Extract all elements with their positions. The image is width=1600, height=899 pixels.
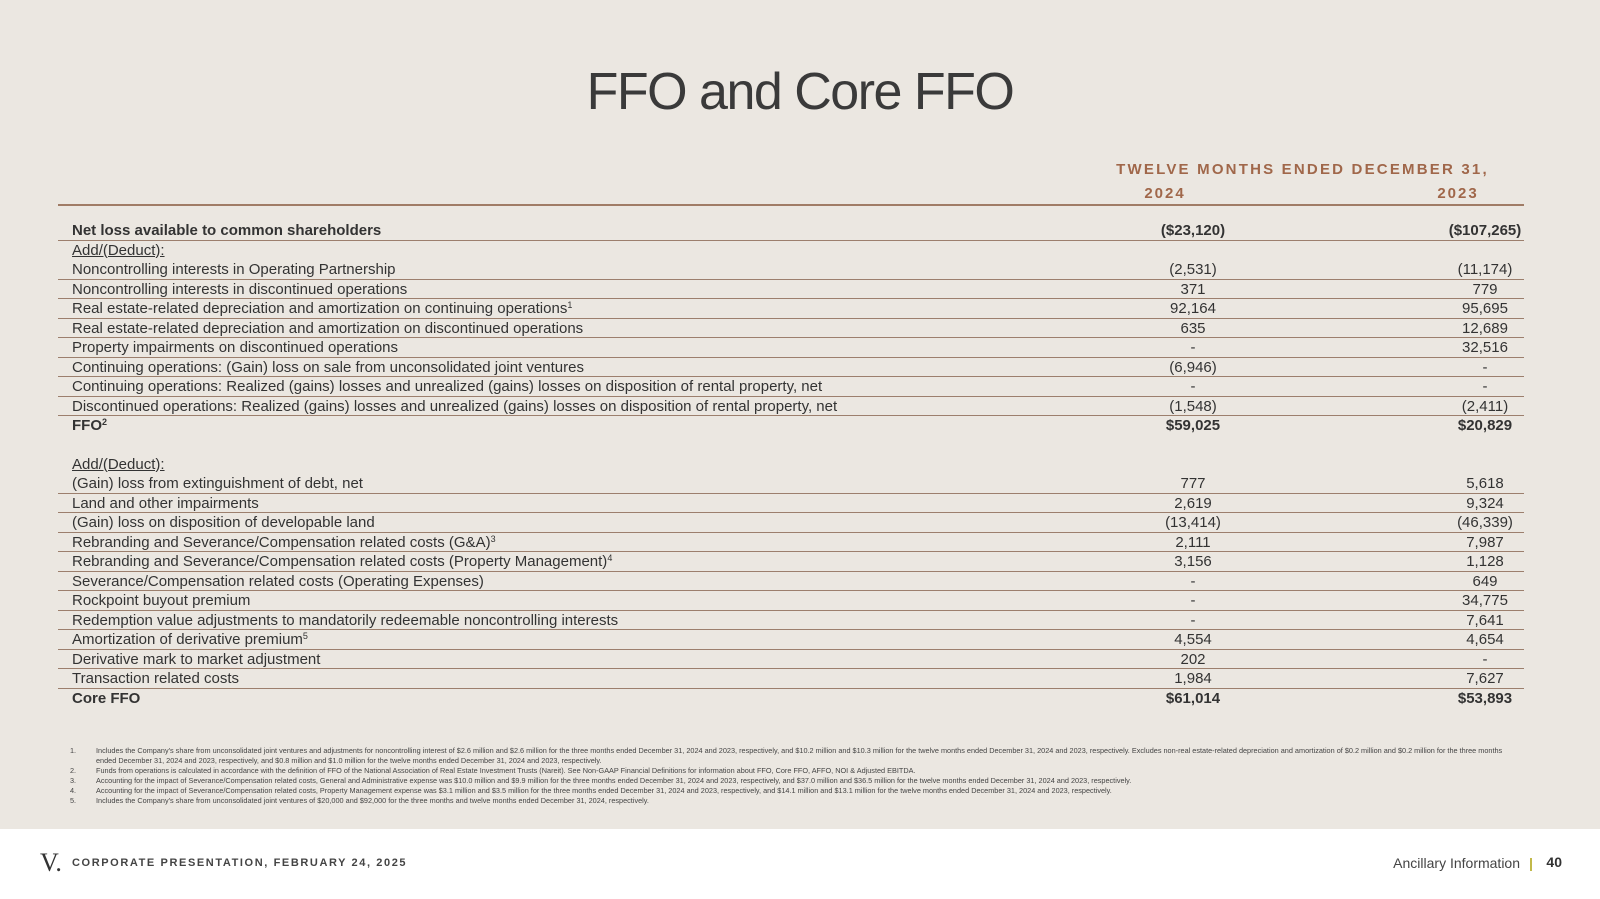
- footnote: [70, 766, 1510, 776]
- value-2023: 5,618: [1466, 475, 1504, 492]
- row-label: [72, 630, 308, 649]
- row-label: [72, 552, 612, 571]
- value-2024: (6,946): [1169, 358, 1217, 376]
- row-label-text: Property impairments on discontinued operations: [72, 339, 399, 356]
- value-2023: 32,516: [1462, 339, 1508, 356]
- footnote-ref: 5: [302, 631, 308, 641]
- row-label-text: Continuing operations: (Gain) loss on sale from unconsolidated joint ventures: [72, 358, 584, 376]
- header-divider: [58, 204, 1524, 206]
- presentation-label: CORPORATE PRESENTATION, FEBRUARY 24, 2025: [72, 857, 408, 869]
- table-row: [58, 552, 1524, 572]
- value-2024: 777: [1180, 475, 1206, 492]
- value-2024: 202: [1180, 650, 1206, 668]
- value-2024: (1,548): [1169, 397, 1217, 415]
- footnote-ref: 2: [102, 417, 108, 427]
- footnote-ref: 1: [567, 300, 573, 310]
- subheading-row: [58, 241, 1524, 261]
- value-2024: 2,619: [1174, 494, 1212, 512]
- row-label: [72, 319, 583, 338]
- footnotes: [70, 746, 1510, 806]
- row-label-text: Transaction related costs: [72, 670, 240, 687]
- value-2024: -: [1190, 378, 1196, 395]
- row-label: [72, 513, 375, 532]
- value-2024: 92,164: [1170, 300, 1216, 317]
- row-label-text: (Gain) loss from extinguishment of debt, net: [72, 475, 363, 492]
- row-label-text: Rebranding and Severance/Compensation related costs (G&A): [72, 533, 491, 551]
- table-row: [58, 474, 1524, 494]
- table-row: [58, 299, 1524, 319]
- row-label: [72, 572, 484, 591]
- table-row: [58, 397, 1524, 417]
- footnote-text: Accounting for the impact of Severance/Compensation related costs, Property Management expense was $3.1 million and $3.5 million for the three months ended December 31, 2024 and 2023, respectively, and $14.1 million and $13.1 million for the twelve months ended December 31, 2024 and 2023, respectively.: [96, 786, 1112, 795]
- row-label: [72, 474, 363, 493]
- row-label: [72, 280, 407, 299]
- value-2024: (2,531): [1169, 261, 1217, 278]
- row-label: [72, 455, 165, 474]
- table-row: [58, 669, 1524, 689]
- table-row: [58, 689, 1524, 709]
- footnote-number: 1.: [70, 746, 77, 755]
- value-2024: -: [1190, 592, 1196, 609]
- value-2023: 95,695: [1462, 300, 1508, 317]
- value-2024: 371: [1180, 280, 1206, 298]
- footnote-text: Includes the Company's share from unconsolidated joint ventures and adjustments for noncontrolling interest of $2.6 million and $2.6 million for the three months ended December 31, 2024 and 2023, respectively, and $10.2 million and $10.3 million for the twelve months ended December 31, 2024 and 2023, respectively. Excludes non-real estate-related depreciation and amortization of $0.2 million and $0.2 million for the three months ended December 31, 2024 and 2023, respectively, and $0.8 million and $1.0 million for the twelve months ended December 31, 2024 and 2023, respectively.: [96, 746, 1503, 765]
- footnote-text: Accounting for the impact of Severance/Compensation related costs, General and Administrative expense was $10.0 million and $9.9 million for the three months ended December 31, 2024 and 2023, respectively, and $37.0 million and $36.5 million for the twelve months ended December 31, 2024 and 2023, respectively.: [96, 776, 1132, 785]
- table-row: [58, 494, 1524, 514]
- row-label: [72, 416, 107, 435]
- value-2024: ($23,120): [1160, 222, 1226, 239]
- ffo-table: [58, 221, 1524, 708]
- row-label-text: Noncontrolling interests in Operating Partnership: [72, 261, 396, 278]
- row-label: [72, 591, 250, 610]
- row-label: [72, 299, 572, 318]
- page-title: FFO and Core FFO: [586, 63, 1014, 121]
- table-row: [58, 338, 1524, 358]
- row-label: [72, 533, 496, 552]
- row-label: [72, 241, 165, 260]
- footnote: [70, 786, 1510, 796]
- value-2023: ($107,265): [1448, 222, 1522, 239]
- row-label-text: Derivative mark to market adjustment: [72, 650, 321, 668]
- value-2023: 34,775: [1462, 592, 1508, 609]
- footnote: [70, 796, 1510, 806]
- table-row: [58, 533, 1524, 553]
- value-2023: -: [1482, 358, 1488, 376]
- row-label: [72, 221, 381, 240]
- value-2023: (46,339): [1457, 514, 1513, 531]
- row-label-text: Add/(Deduct):: [72, 241, 165, 259]
- row-label-text: (Gain) loss on disposition of developable land: [72, 514, 375, 531]
- footer-separator: [1530, 858, 1532, 871]
- footnote-ref: 3: [490, 533, 496, 544]
- value-2024: -: [1190, 611, 1196, 629]
- value-2023: (11,174): [1457, 261, 1513, 278]
- value-2023: (2,411): [1461, 397, 1509, 415]
- footnote-number: 4.: [70, 786, 77, 795]
- year-header-2024: 2024: [1144, 185, 1186, 202]
- row-label-text: Real estate-related depreciation and amortization on continuing operations: [72, 300, 568, 317]
- value-2023: 7,987: [1466, 533, 1504, 551]
- row-label: [72, 669, 239, 688]
- period-header: TWELVE MONTHS ENDED DECEMBER 31,: [1116, 161, 1489, 178]
- table-row: [58, 377, 1524, 397]
- table-row: [58, 319, 1524, 339]
- value-2023: $20,829: [1457, 417, 1513, 434]
- row-label-text: Amortization of derivative premium: [72, 631, 303, 648]
- row-label: [72, 397, 837, 416]
- year-header-2023: 2023: [1437, 185, 1479, 202]
- row-label-text: Land and other impairments: [72, 494, 259, 512]
- company-logo: V.: [40, 848, 62, 877]
- footnote: [70, 746, 1510, 766]
- row-label-text: Rebranding and Severance/Compensation related costs (Property Management): [72, 553, 608, 570]
- footnote: [70, 776, 1510, 786]
- value-2023: 649: [1472, 572, 1498, 590]
- row-label: [72, 338, 398, 357]
- row-label-text: Core FFO: [72, 689, 141, 707]
- row-label-text: Noncontrolling interests in discontinued operations: [72, 280, 408, 298]
- value-2023: 7,641: [1466, 611, 1504, 629]
- row-label: [72, 377, 822, 396]
- row-label-text: Net loss available to common shareholders: [72, 222, 382, 239]
- value-2024: 3,156: [1174, 553, 1212, 570]
- value-2023: -: [1482, 650, 1488, 668]
- value-2023: 779: [1472, 280, 1498, 298]
- value-2024: 2,111: [1175, 533, 1211, 551]
- footnote-number: 3.: [70, 776, 77, 785]
- table-row: [58, 630, 1524, 650]
- value-2023: 9,324: [1466, 494, 1504, 512]
- footnote-ref: 4: [607, 553, 613, 563]
- row-label-text: FFO: [72, 417, 102, 434]
- page-number: 40: [1546, 854, 1562, 870]
- value-2024: -: [1190, 339, 1196, 356]
- value-2023: 7,627: [1466, 670, 1504, 687]
- row-label: [72, 611, 618, 630]
- value-2024: 635: [1180, 319, 1206, 337]
- table-row: [58, 260, 1524, 280]
- section-label: Ancillary Information: [1393, 855, 1520, 871]
- footnote-text: Funds from operations is calculated in accordance with the definition of FFO of the National Association of Real Estate Investment Trusts (Nareit). See Non-GAAP Financial Definitions for information about FFO, Core FFO, AFFO, NOI & Adjusted EBITDA.: [96, 766, 916, 775]
- table-row: [58, 416, 1524, 436]
- row-label: [72, 260, 396, 279]
- table-row: [58, 591, 1524, 611]
- table-row: [58, 650, 1524, 670]
- footnote-text: Includes the Company's share from unconsolidated joint ventures of $20,000 and $92,000 for the three months and twelve months ended December 31, 2024, respectively.: [96, 796, 649, 805]
- subheading-row: [58, 455, 1524, 475]
- value-2024: -: [1190, 572, 1196, 590]
- row-label-text: Rockpoint buyout premium: [72, 592, 251, 609]
- table-row: [58, 572, 1524, 592]
- table-row: [58, 513, 1524, 533]
- row-label-text: Redemption value adjustments to mandatorily redeemable noncontrolling interests: [72, 611, 619, 629]
- row-label: [72, 494, 259, 513]
- row-label-text: Real estate-related depreciation and amortization on discontinued operations: [72, 319, 584, 337]
- value-2024: 1,984: [1174, 670, 1212, 687]
- value-2023: 4,654: [1466, 631, 1504, 648]
- row-label: [72, 689, 140, 708]
- value-2024: 4,554: [1174, 631, 1212, 648]
- table-row: [58, 611, 1524, 631]
- value-2023: -: [1482, 378, 1488, 395]
- value-2024: (13,414): [1165, 514, 1221, 531]
- row-label-text: Add/(Deduct):: [72, 455, 165, 473]
- table-row: [58, 221, 1524, 241]
- footnote-number: 2.: [70, 766, 77, 775]
- row-label-text: Severance/Compensation related costs (Operating Expenses): [72, 572, 484, 590]
- row-label-text: Continuing operations: Realized (gains) losses and unrealized (gains) losses on disposition of rental property, net: [72, 378, 823, 395]
- value-2023: 12,689: [1462, 319, 1508, 337]
- footer: [0, 829, 1600, 899]
- value-2023: 1,128: [1466, 553, 1504, 570]
- row-label: [72, 650, 320, 669]
- row-label: [72, 358, 584, 377]
- table-row: [58, 280, 1524, 300]
- footnote-number: 5.: [70, 796, 77, 805]
- value-2024: $59,025: [1165, 417, 1221, 434]
- value-2023: $53,893: [1457, 689, 1513, 707]
- row-label-text: Discontinued operations: Realized (gains) losses and unrealized (gains) losses on disposition of rental property, net: [72, 397, 838, 415]
- value-2024: $61,014: [1165, 689, 1221, 707]
- table-row: [58, 358, 1524, 378]
